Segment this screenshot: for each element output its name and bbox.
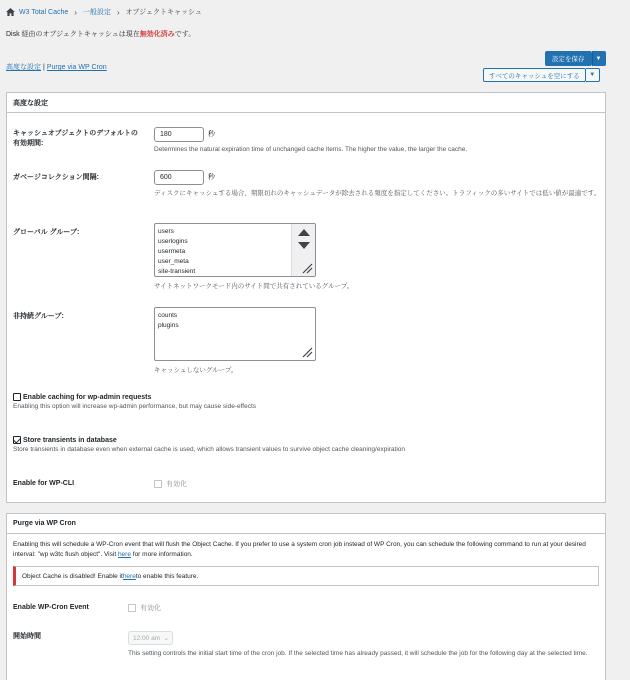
store-transients-description: Store transients in database even when external cache is used, which allows transient values to survive object cache cleaning/expiration [13, 446, 406, 453]
wp-admin-caching-checkbox[interactable] [13, 393, 21, 401]
save-settings-button[interactable]: 設定を保存 [545, 51, 592, 66]
gc-interval-input[interactable]: 600 [154, 170, 204, 185]
notice-prefix: Disk 経由のオブジェクトキャッシュは現在 [6, 31, 140, 38]
nonpersistent-groups-description: キャッシュしないグループ。 [154, 367, 238, 374]
global-groups-description: サイトネットワークモード内のサイト間で共有されているグループ。 [154, 283, 354, 290]
gc-interval-row [13, 170, 599, 210]
nonpersistent-groups-textarea[interactable] [154, 307, 316, 361]
global-groups-textarea[interactable] [154, 223, 316, 277]
global-group-item: users [158, 228, 174, 235]
wp-cli-checkbox[interactable] [154, 480, 162, 488]
purge-cron-link[interactable]: Purge via WP Cron [46, 64, 107, 71]
purge-cron-intro [13, 540, 595, 560]
wp-admin-caching-label[interactable]: Enable caching for wp-admin requests [23, 393, 152, 401]
global-groups-label: グローバル グループ: [13, 229, 80, 236]
empty-caches-dropdown-button[interactable] [586, 68, 600, 82]
object-cache-disabled-alert [13, 566, 599, 586]
cron-event-checkbox[interactable] [128, 604, 136, 612]
breadcrumb-current: オブジェクトキャッシュ [125, 9, 202, 16]
panel-title: 高度な設定 [7, 93, 605, 113]
lifetime-input[interactable]: 180 [154, 127, 204, 142]
scroll-up-arrow-icon[interactable] [298, 229, 310, 236]
section-links [6, 62, 107, 72]
nonpersistent-group-item: plugins [158, 322, 179, 329]
lifetime-label: キャッシュオブジェクトのデフォルトの有効期間: [13, 130, 138, 147]
wp-cli-label: Enable for WP-CLI [13, 480, 75, 487]
empty-caches-button-group [483, 68, 600, 82]
cron-event-row [13, 603, 599, 617]
empty-all-caches-button[interactable]: すべてのキャッシュを空にする [483, 68, 586, 82]
notice-suffix: です。 [174, 31, 196, 38]
alert-text-end: to enable this feature. [135, 572, 199, 580]
purge-cron-panel [6, 513, 606, 680]
resize-handle-icon[interactable] [301, 346, 313, 358]
nonpersistent-groups-label: 非持続グループ: [13, 313, 64, 320]
start-time-value: 12:00 am [133, 634, 161, 642]
caret-down-icon: ▼ [589, 72, 596, 78]
scroll-down-arrow-icon[interactable] [298, 242, 310, 249]
lifetime-row [13, 127, 599, 157]
start-time-description: This setting controls the initial start time of the cron job. If the selected time has already passed, it will schedule the job for the following day at the selected time. [128, 650, 588, 657]
home-icon[interactable] [6, 8, 15, 16]
cron-event-option: 有効化 [140, 605, 161, 612]
global-group-item: usermeta [158, 248, 186, 255]
cron-event-label: Enable WP-Cron Event [13, 604, 89, 611]
store-transients-label[interactable]: Store transients in database [23, 436, 117, 444]
global-group-item: user_meta [158, 258, 189, 265]
start-time-row [13, 631, 599, 680]
lifetime-unit: 秒 [208, 131, 215, 139]
gc-interval-description: ディスクにキャッシュする場合、期限切れのキャッシュデータが除去される頻度を指定してください。トラフィックの多いサイトでは低い値が最適です。 [154, 190, 601, 197]
notice-status: 無効化済み [139, 31, 175, 38]
intro-here-link[interactable]: here [117, 551, 131, 558]
chevron-down-icon: ⌄ [163, 635, 169, 642]
alert-text: Object Cache is disabled! Enable it [22, 572, 123, 580]
global-groups-row [13, 223, 599, 293]
store-transients-row [13, 436, 599, 460]
gc-interval-unit: 秒 [208, 174, 215, 182]
save-button-group [545, 51, 606, 66]
wp-admin-caching-row [13, 393, 599, 417]
wp-cli-option: 有効化 [166, 481, 187, 488]
start-time-select[interactable] [128, 631, 173, 645]
link-separator: | [43, 64, 45, 71]
advanced-settings-link[interactable]: 高度な設定 [6, 64, 41, 71]
breadcrumb [6, 7, 202, 17]
chevron-right-icon: › [74, 7, 77, 17]
advanced-settings-panel [6, 92, 606, 503]
lifetime-description: Determines the natural expiration time of unchanged cache items. The higher the value, the larger the cache. [154, 146, 468, 153]
intro-text-end: for more information. [130, 551, 193, 558]
nonpersistent-group-item: counts [158, 312, 178, 319]
chevron-right-icon: › [116, 7, 120, 17]
status-notice [6, 29, 195, 39]
start-time-label: 開始時間 [13, 633, 41, 640]
resize-handle-icon[interactable] [301, 262, 313, 274]
breadcrumb-general-link[interactable]: 一般設定 [82, 9, 111, 16]
alert-here-link[interactable]: here [122, 572, 136, 580]
wp-cli-row [13, 479, 599, 493]
intro-text: Enabling this will schedule a WP-Cron event that will flush the Object Cache. If you prefer to use a system cron job instead of WP Cron, you can schedule the following command to run at your desired interval: "wp w3tc flush object". Visit [13, 541, 586, 558]
global-group-item: site-transient [158, 268, 196, 275]
nonpersistent-groups-row [13, 307, 599, 377]
store-transients-checkbox[interactable] [13, 436, 21, 444]
breadcrumb-plugin-link[interactable]: W3 Total Cache [19, 8, 69, 16]
panel-title: Purge via WP Cron [7, 514, 605, 534]
save-dropdown-button[interactable] [592, 51, 606, 66]
gc-interval-label: ガベージコレクション間隔: [13, 174, 99, 181]
wp-admin-caching-description: Enabling this option will increase wp-admin performance, but may cause side-effects [13, 403, 257, 410]
caret-down-icon: ▼ [595, 55, 602, 62]
global-group-item: userlogins [158, 238, 188, 245]
